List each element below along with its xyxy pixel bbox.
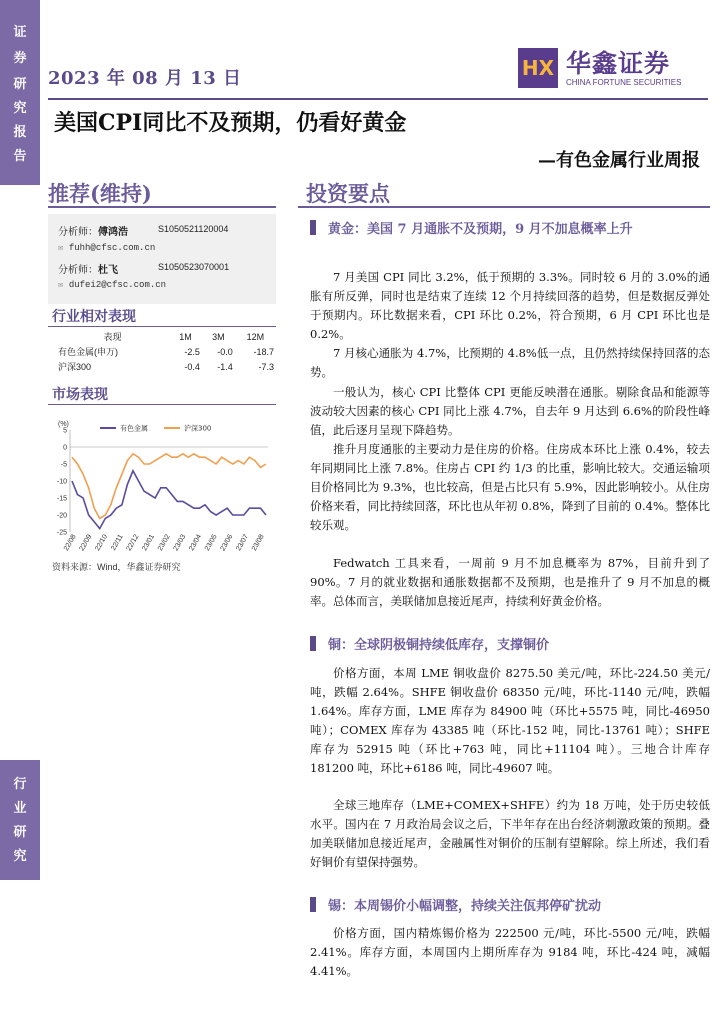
sidebar-char: 行 [13, 777, 27, 792]
sidebar-char: 证 [13, 25, 27, 40]
sidebar-char: 告 [13, 149, 27, 164]
analyst-email[interactable]: ✉ dufei2@cfsc.com.cn [58, 280, 167, 290]
rating-label: 推荐(维持) [48, 181, 152, 206]
series-line-2 [72, 454, 266, 519]
y-tick-label: -25 [56, 529, 67, 537]
sidebar-char: 研 [13, 77, 27, 92]
series-line-1 [72, 471, 266, 529]
section-heading-gold: 黄金：美国 7 月通胀不及预期，9 月不加息概率上升 [310, 220, 710, 240]
x-tick-label: 22/11 [110, 533, 125, 552]
header-divider [48, 98, 708, 100]
table-cell: -0.4 [184, 361, 200, 372]
analyst-label: 分析师： [58, 227, 98, 238]
investment-title: 投资要点 [306, 181, 390, 206]
table-row [48, 359, 276, 374]
paragraph: 推升月度通胀的主要动力是住房的价格。住房成本环比上涨 0.4%，较去年同期同比上涨 7.8%。住房占 CPI 约 1/3 的比重，影响比较大。交通运输项目价格同比为 9.3%，也比较高，但是占比只有 5.9%，因此影响较小。从住房价格来看，同比持续回落，环比也从年初 0.8%，降到了目前的 0.4%。整体比较乐观。 [310, 442, 710, 532]
legend-label: 沪深300 [184, 424, 212, 433]
x-tick-label: 22/12 [125, 533, 141, 553]
performance-divider [48, 326, 276, 327]
report-subtitle: —有色金属行业周报 [538, 150, 700, 171]
company-logo [518, 42, 690, 92]
y-tick-label: -10 [56, 478, 67, 486]
section-marker-icon [310, 220, 316, 235]
report-title: 美国CPI同比不及预期，仍看好黄金 [54, 110, 407, 136]
x-tick-label: 22/09 [78, 533, 94, 553]
paragraph: 全球三地库存（LME+COMEX+SHFE）约为 18 万吨，处于历史较低水平。国内在 7 月政治局会议之后，下半年存在出台经济刺激政策的预期。叠加美联储加息接近尾声，金融属性对铜价的压制有望解除。综上所述，我们看好铜价有望保持强势。 [310, 798, 710, 869]
table-header: 12M [246, 331, 265, 342]
performance-title: 行业相对表现 [52, 309, 136, 325]
table-cell: 有色金属(申万) [58, 347, 118, 357]
section-marker-icon [310, 897, 316, 912]
analyst-name: 傅鸿浩 [98, 227, 128, 238]
y-tick-label: 5 [63, 427, 67, 435]
x-tick-label: 22/08 [62, 533, 78, 553]
table-cell: -1.4 [217, 361, 233, 372]
x-tick-label: 23/02 [156, 533, 172, 553]
table-header: 3M [212, 331, 225, 342]
rating-divider [48, 206, 276, 208]
logo-mark-icon: HX [518, 48, 558, 88]
x-tick-label: 22/10 [94, 533, 110, 553]
x-tick-label: 23/06 [219, 533, 235, 553]
sidebar-char: 报 [13, 125, 27, 140]
sidebar-char: 券 [13, 51, 27, 66]
performance-table [48, 329, 276, 374]
table-row [48, 344, 276, 359]
y-tick-label: -15 [56, 495, 67, 503]
x-tick-label: 23/03 [172, 533, 188, 553]
paragraph: 7 月核心通胀为 4.7%，比预期的 4.8%低一点，且仍然持续保持回落的态势。 [310, 346, 710, 379]
analyst-row [58, 261, 118, 276]
section-heading-tin: 锡：本周锡价小幅调整，持续关注佤邦停矿扰动 [310, 897, 710, 917]
analyst-label: 分析师： [58, 265, 98, 276]
table-header-row [48, 329, 276, 344]
paragraph: 一般认为，核心 CPI 比整体 CPI 更能反映潜在通胀。剔除食品和能源等波动较大因素的核心 CPI 同比上涨 4.7%，自去年 9 月达到 6.6%的阶段性峰值，此后逐月呈现下降趋势。 [310, 385, 710, 437]
paragraph: 7 月美国 CPI 同比 3.2%，低于预期的 3.3%。同时较 6 月的 3.0%的通胀有所反弹，同时也是结束了连续 12 个月持续回落的趋势，但是数据反弹处于预期内。环比数据来看，CPI 环比 0.2%，符合预期，6 月 CPI 环比也是 0.2%。 [310, 270, 710, 341]
section-heading-copper: 铜：全球阴极铜持续低库存，支撑铜价 [310, 636, 710, 656]
analyst-row [58, 223, 128, 238]
sidebar-char: 究 [13, 849, 27, 864]
table-cell: -2.5 [184, 346, 200, 357]
logo-en-text: CHINA FORTUNE SECURITIES [566, 78, 682, 87]
paragraph: 价格方面，国内精炼锡价格为 222500 元/吨，环比-5500 元/吨，跌幅 2.41%。库存方面，本周国内上期所库存为 9184 吨，环比-424 吨，减幅 4.41%。 [310, 926, 710, 978]
y-tick-label: -20 [56, 512, 67, 520]
sidebar-char: 究 [13, 101, 27, 116]
y-axis-unit: (%) [58, 421, 69, 428]
sidebar-bottom-band [0, 760, 40, 880]
sidebar-top-band [0, 0, 40, 185]
x-tick-label: 23/04 [188, 533, 204, 553]
x-tick-label: 23/07 [235, 533, 251, 553]
analyst-code: S1050523070001 [158, 262, 230, 272]
sidebar-char: 研 [13, 825, 27, 840]
table-cell: -18.7 [253, 346, 274, 357]
chart-source: 资料来源：Wind，华鑫证券研究 [52, 562, 181, 572]
paragraph: Fedwatch 工具来看，一周前 9 月不加息概率为 87%，目前升到了 90%。7 月的就业数据和通胀数据都不及预期，也是推升了 9 月不加息的概率。总体而言，美联储加息接近尾声，持续利好黄金价格。 [310, 556, 710, 608]
x-tick-label: 23/08 [250, 533, 266, 553]
x-tick-label: 23/05 [203, 533, 219, 553]
market-title: 市场表现 [52, 387, 108, 403]
table-header: 1M [179, 331, 192, 342]
table-cell: -0.0 [217, 346, 233, 357]
analyst-name: 杜飞 [98, 265, 118, 276]
mail-icon: ✉ [58, 280, 64, 290]
table-cell: -7.3 [258, 361, 274, 372]
legend-label: 有色金属 [120, 424, 148, 433]
section-marker-icon [310, 636, 316, 651]
table-cell: 沪深300 [58, 362, 92, 372]
table-header: 表现 [103, 332, 122, 342]
paragraph: 价格方面，本周 LME 铜收盘价 8275.50 美元/吨，环比-224.50 美元/吨，跌幅 2.64%。SHFE 铜收盘价 68350 元/吨，环比-1140 元/吨，跌幅 1.64%。库存方面，LME 库存为 84900 吨（环比+5575 吨，同比-46950 吨）；COMEX 库存为 43385 吨（环比-152 吨，同比-13761 吨）；SHFE 库存为 52915 吨（环比+763 吨，同比+11104 吨）。三地合计库存 181200 吨，环比+6186 吨，同比-49607 吨。 [310, 666, 710, 775]
analyst-email[interactable]: ✉ fuhh@cfsc.com.cn [58, 243, 156, 253]
market-divider [48, 404, 276, 405]
analyst-box [48, 214, 276, 304]
sidebar-char: 业 [13, 801, 27, 816]
report-date: 2023 年 08 月 13 日 [48, 68, 242, 89]
mail-icon: ✉ [58, 243, 64, 253]
investment-divider [298, 206, 710, 208]
analyst-code: S1050521120004 [158, 224, 229, 234]
y-tick-label: -5 [60, 461, 67, 469]
sidebar [0, 0, 40, 1024]
x-tick-label: 23/01 [141, 533, 157, 553]
y-tick-label: 0 [63, 444, 67, 452]
logo-cn-text: 华鑫证券 [566, 49, 671, 78]
